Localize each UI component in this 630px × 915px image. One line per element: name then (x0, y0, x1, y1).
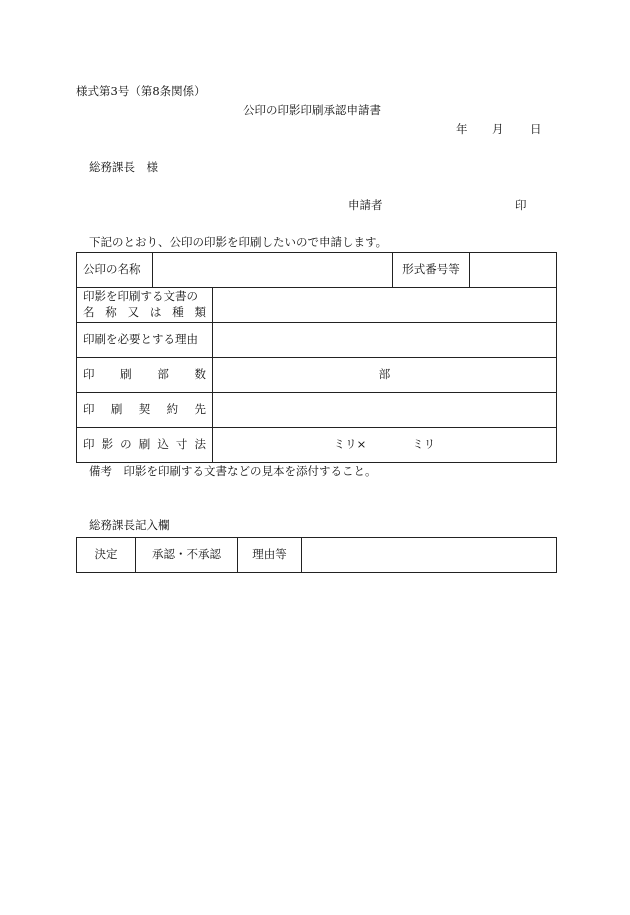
document-name-field[interactable] (213, 288, 557, 323)
seal-mark: 印 (515, 198, 527, 212)
reason-field[interactable] (213, 323, 557, 358)
reasons-label: 理由等 (238, 538, 302, 573)
format-number-label: 形式番号等 (393, 253, 470, 288)
addressee: 総務課長 様 (89, 160, 158, 174)
date-day: 日 (530, 122, 542, 136)
label-char: 刷 (120, 367, 132, 382)
copies-unit: 部 (378, 367, 391, 382)
copies-field[interactable] (213, 358, 557, 393)
manager-table (76, 537, 557, 573)
label-char: 刷 (138, 437, 151, 452)
application-table (76, 252, 557, 463)
table-row (77, 323, 557, 358)
label-char: 印 (83, 437, 95, 452)
contractor-label (77, 393, 213, 428)
seal-name-label: 公印の名称 (77, 253, 153, 288)
label-char: 名 (83, 305, 95, 319)
label-char: 法 (194, 437, 206, 452)
distributed-label (77, 367, 212, 383)
size-value-field[interactable] (213, 428, 557, 463)
label-char: 刷 (110, 402, 123, 417)
label-char: 込 (157, 437, 169, 452)
size-value: ミリ× ミリ (333, 437, 436, 452)
document-name-line2 (83, 305, 206, 321)
label-char: の (120, 437, 132, 452)
reasons-field[interactable] (302, 538, 557, 573)
form-number: 様式第3号（第8条関係） (76, 84, 206, 98)
table-row (77, 288, 557, 323)
reason-label: 印刷を必要とする理由 (77, 323, 213, 358)
label-char: 契 (138, 402, 151, 417)
document-name-line1: 印影を印刷する文書の (83, 289, 198, 304)
label-char: は (149, 305, 162, 319)
manager-heading: 総務課長記入欄 (89, 518, 170, 532)
label-char: 印 (83, 367, 95, 382)
table-row (77, 253, 557, 288)
distributed-label (77, 402, 212, 418)
distributed-label (77, 437, 212, 453)
label-char: 種 (172, 305, 184, 319)
decision-label: 決定 (77, 538, 136, 573)
label-char: 約 (166, 402, 179, 417)
note-text: 備考 印影を印刷する文書などの見本を添付すること。 (89, 464, 377, 478)
label-char: 先 (194, 402, 206, 417)
label-char: 寸 (175, 437, 188, 452)
label-char: 称 (105, 305, 117, 319)
label-char: 印 (83, 402, 95, 417)
intro-text: 下記のとおり、公印の印影を印刷したいので申請します。 (89, 235, 388, 249)
label-char: 類 (194, 305, 206, 319)
table-row (77, 393, 557, 428)
approval-option[interactable]: 承認・不承認 (136, 538, 238, 573)
table-row (77, 538, 557, 573)
label-char: 影 (101, 437, 114, 452)
contractor-field[interactable] (213, 393, 557, 428)
label-char: 部 (157, 367, 169, 382)
date-month: 月 (492, 122, 504, 136)
date-year: 年 (456, 122, 468, 136)
document-name-label (77, 288, 213, 323)
copies-label (77, 358, 213, 393)
table-row (77, 358, 557, 393)
table-row (77, 428, 557, 463)
label-char: 数 (194, 367, 206, 382)
size-method-label (77, 428, 213, 463)
seal-name-field[interactable] (153, 253, 393, 288)
label-char: 又 (127, 305, 140, 319)
applicant-label: 申請者 (348, 198, 383, 212)
format-number-field[interactable] (470, 253, 557, 288)
document-title: 公印の印影印刷承認申請書 (243, 103, 381, 117)
